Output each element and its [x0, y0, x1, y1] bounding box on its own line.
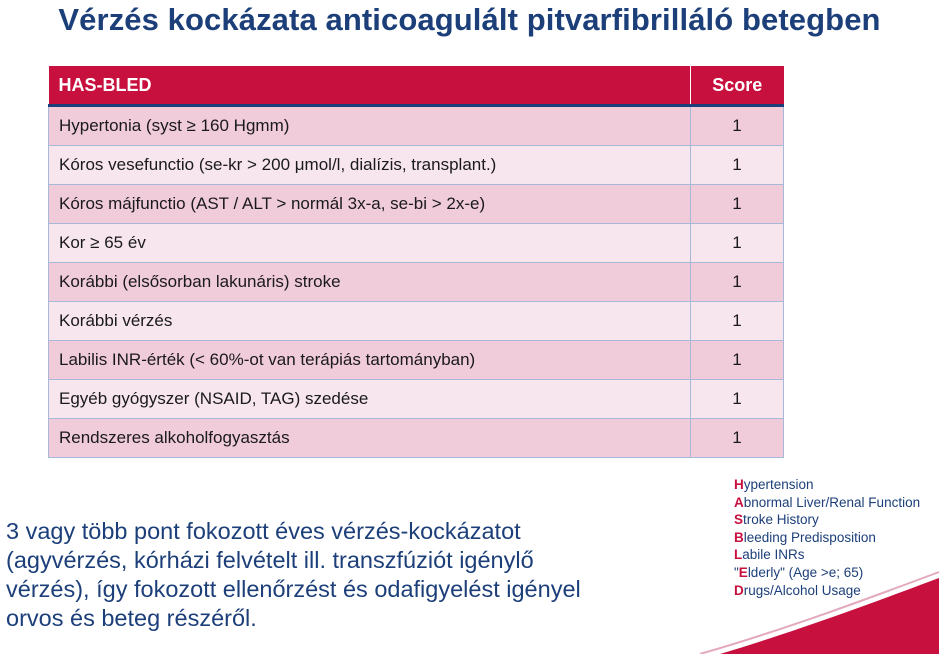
criterion-score: 1: [691, 224, 784, 263]
note-line: 3 vagy több pont fokozott éves vérzés-kockázatot: [6, 518, 521, 544]
legend-item: Abnormal Liver/Renal Function: [734, 494, 921, 510]
criterion-label: Kóros vesefunctio (se-kr > 200 μmol/l, dialízis, transplant.): [49, 146, 691, 185]
legend-item: Labile INRs: [734, 547, 805, 563]
criterion-label: Kóros májfunctio (AST / ALT > normál 3x-a, se-bi > 2x-e): [49, 185, 691, 224]
legend-item: Hypertension: [734, 477, 814, 492]
criterion-score: 1: [691, 263, 784, 302]
criterion-score: 1: [691, 341, 784, 380]
note-line: vérzés), így fokozott ellenőrzést és odafigyelést igényel: [6, 576, 581, 602]
criterion-score: 1: [691, 146, 784, 185]
criterion-label: Rendszeres alkoholfogyasztás: [49, 419, 691, 458]
criterion-label: Hypertonia (syst ≥ 160 Hgmm): [49, 106, 691, 146]
criterion-label: Kor ≥ 65 év: [49, 224, 691, 263]
page-title: Vérzés kockázata anticoagulált pitvarfibrilláló betegben: [58, 2, 881, 37]
legend-item: "Elderly" (Age >e; 65): [734, 564, 864, 580]
criterion-label: Korábbi vérzés: [49, 302, 691, 341]
legend-item: Stroke History: [734, 512, 819, 528]
has-bled-legend: [734, 476, 920, 599]
criterion-label: Labilis INR-érték (< 60%-ot van terápiás tartományban): [49, 341, 691, 380]
legend-item: Drugs/Alcohol Usage: [734, 582, 861, 598]
criterion-score: 1: [691, 419, 784, 458]
criterion-score: 1: [691, 302, 784, 341]
criterion-label: Korábbi (elsősorban lakunáris) stroke: [49, 263, 691, 302]
note-line: (agyvérzés, kórházi felvételt ill. transzfúziót igénylő: [6, 547, 534, 573]
criterion-score: 1: [691, 380, 784, 419]
note-line: orvos és beteg részéről.: [6, 605, 257, 631]
header-has-bled: HAS-BLED: [49, 66, 691, 106]
criterion-score: 1: [691, 106, 784, 146]
header-score: Score: [691, 66, 784, 106]
legend-item: Bleeding Predisposition: [734, 529, 876, 545]
criterion-score: 1: [691, 185, 784, 224]
criterion-label: Egyéb gyógyszer (NSAID, TAG) szedése: [49, 380, 691, 419]
